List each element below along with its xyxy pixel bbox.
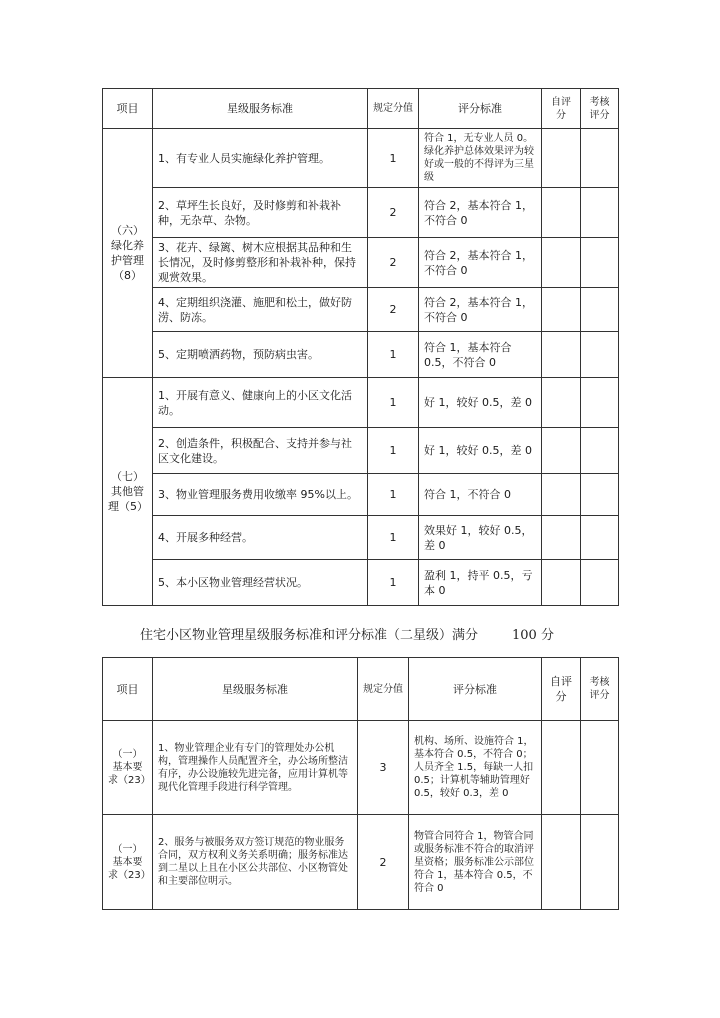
standard-cell: 4、定期组织浇灌、施肥和松土，做好防涝、防冻。 [153, 288, 368, 332]
self-score-cell [542, 288, 581, 332]
standard-cell: 1、有专业人员实施绿化养护管理。 [153, 129, 368, 188]
score-cell: 2 [368, 288, 419, 332]
score-cell: 1 [368, 474, 419, 516]
table-row [103, 474, 619, 516]
table-row [103, 815, 619, 910]
header-score: 规定分值 [368, 89, 419, 129]
standard-cell: 1、开展有意义、健康向上的小区文化活动。 [153, 378, 368, 428]
standard-cell: 3、物业管理服务费用收缴率 95%以上。 [153, 474, 368, 516]
standard-cell: 5、定期喷洒药物，预防病虫害。 [153, 332, 368, 378]
header-item: 项目 [103, 89, 153, 129]
group-label-other: （七）其他管理（5） [103, 378, 153, 606]
header-standard: 星级服务标准 [153, 89, 368, 129]
check-score-cell [581, 560, 619, 606]
criteria-cell: 效果好 1，较好 0.5，差 0 [419, 516, 542, 560]
self-score-cell [542, 721, 581, 815]
table-row [103, 332, 619, 378]
score-cell: 1 [368, 332, 419, 378]
self-score-cell [542, 516, 581, 560]
criteria-cell: 符合 1，不符合 0 [419, 474, 542, 516]
standard-cell: 1、物业管理企业有专门的管理处办公机构，管理操作人员配置齐全，办公场所整洁有序，办公设施较先进完备，应用计算机等现代化管理手段进行科学管理。 [153, 721, 358, 815]
check-score-cell [581, 474, 619, 516]
criteria-cell: 符合 2，基本符合 1，不符合 0 [419, 188, 542, 238]
score-cell: 2 [368, 238, 419, 288]
header-standard: 星级服务标准 [153, 658, 358, 721]
check-score-cell [581, 721, 619, 815]
check-score-cell [581, 332, 619, 378]
table-row [103, 129, 619, 188]
standard-cell: 3、花卉、绿篱、树木应根据其品种和生长情况，及时修剪整形和补栽补种，保持观赏效果。 [153, 238, 368, 288]
group-label-basic: （一）基本要求（23） [103, 721, 153, 815]
score-cell: 1 [368, 378, 419, 428]
table-row [103, 428, 619, 474]
score-cell: 1 [368, 428, 419, 474]
criteria-cell: 好 1，较好 0.5，差 0 [419, 428, 542, 474]
check-score-cell [581, 238, 619, 288]
criteria-cell: 物管合同符合 1，物管合同或服务标准不符合的取消评星资格；服务标准公示部位符合 1，基本符合 0.5，不符合 0 [409, 815, 542, 910]
header-self-score: 自评分 [542, 658, 581, 721]
check-score-cell [581, 516, 619, 560]
header-check-score: 考核评分 [581, 658, 619, 721]
header-self-score: 自评分 [542, 89, 581, 129]
self-score-cell [542, 188, 581, 238]
header-criteria: 评分标准 [419, 89, 542, 129]
section-caption [140, 624, 554, 643]
check-score-cell [581, 288, 619, 332]
table-row [103, 378, 619, 428]
score-cell: 1 [368, 129, 419, 188]
standard-cell: 2、草坪生长良好，及时修剪和补栽补种，无杂草、杂物。 [153, 188, 368, 238]
table-row [103, 516, 619, 560]
criteria-cell: 符合 2，基本符合 1，不符合 0 [419, 238, 542, 288]
criteria-cell: 机构、场所、设施符合 1，基本符合 0.5，不符合 0；人员齐全 1.5，每缺一人扣 0.5；计算机等辅助管理好 0.5，较好 0.3，差 0 [409, 721, 542, 815]
criteria-cell: 盈利 1，持平 0.5，亏本 0 [419, 560, 542, 606]
check-score-cell [581, 378, 619, 428]
caption-full-score: 100 分 [512, 628, 554, 643]
criteria-cell: 符合 1，基本符合 0.5，不符合 0 [419, 332, 542, 378]
check-score-cell [581, 188, 619, 238]
check-score-cell [581, 428, 619, 474]
self-score-cell [542, 428, 581, 474]
self-score-cell [542, 378, 581, 428]
criteria-cell: 好 1，较好 0.5，差 0 [419, 378, 542, 428]
standard-cell: 2、服务与被服务双方签订规范的物业服务合同，双方权利义务关系明确；服务标准达到二星以上且在小区公共部位、小区物管处和主要部位明示。 [153, 815, 358, 910]
table-row [103, 560, 619, 606]
header-score: 规定分值 [358, 658, 409, 721]
score-cell: 2 [358, 815, 409, 910]
self-score-cell [542, 815, 581, 910]
caption-title: 住宅小区物业管理星级服务标准和评分标准（二星级）满分 [140, 628, 479, 643]
group-label-greening: （六）绿化养护管理（8） [103, 129, 153, 378]
table-row [103, 721, 619, 815]
table-two-star [102, 657, 619, 910]
self-score-cell [542, 238, 581, 288]
criteria-cell: 符合 2，基本符合 1，不符合 0 [419, 288, 542, 332]
self-score-cell [542, 560, 581, 606]
standard-cell: 4、开展多种经营。 [153, 516, 368, 560]
score-cell: 1 [368, 560, 419, 606]
self-score-cell [542, 332, 581, 378]
self-score-cell [542, 129, 581, 188]
header-criteria: 评分标准 [409, 658, 542, 721]
table-row [103, 238, 619, 288]
score-cell: 2 [368, 188, 419, 238]
standard-cell: 2、创造条件，积极配合、支持并参与社区文化建设。 [153, 428, 368, 474]
self-score-cell [542, 474, 581, 516]
table-three-star-continued [102, 88, 619, 606]
table-header-row [103, 89, 619, 129]
criteria-cell: 符合 1，无专业人员 0。绿化养护总体效果评为较好或一般的不得评为三星级 [419, 129, 542, 188]
score-cell: 3 [358, 721, 409, 815]
group-label-basic: （一）基本要求（23） [103, 815, 153, 910]
table-row [103, 188, 619, 238]
score-cell: 1 [368, 516, 419, 560]
check-score-cell [581, 129, 619, 188]
header-item: 项目 [103, 658, 153, 721]
check-score-cell [581, 815, 619, 910]
table-row [103, 288, 619, 332]
table-header-row [103, 658, 619, 721]
standard-cell: 5、本小区物业管理经营状况。 [153, 560, 368, 606]
header-check-score: 考核评分 [581, 89, 619, 129]
